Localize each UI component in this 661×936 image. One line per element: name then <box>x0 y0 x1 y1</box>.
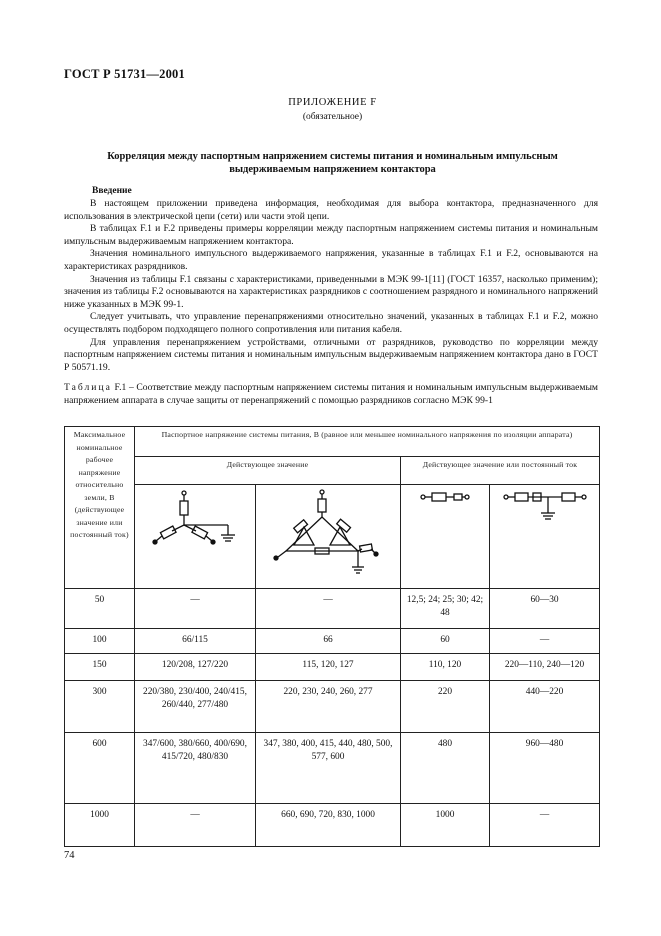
cell: 60—30 <box>490 589 600 629</box>
cell: 60 <box>401 629 490 654</box>
cell: 220—110, 240—120 <box>490 654 600 681</box>
page-number: 74 <box>64 850 75 861</box>
annex-title <box>60 150 605 176</box>
cell: 660, 690, 720, 830, 1000 <box>256 804 401 847</box>
midpoint-grounded-icon <box>503 487 587 527</box>
table-row <box>65 589 600 629</box>
cell: 100 <box>65 629 135 654</box>
cell: 1000 <box>401 804 490 847</box>
paragraph: В таблицах F.1 и F.2 приведены примеры корреляции между паспортным напряжением системы питания и номинальным импульсным выдерживаемым напряжением контактора. <box>64 223 598 247</box>
intro-body <box>64 198 598 374</box>
cell: 480 <box>401 733 490 804</box>
paragraph: Следует учитывать, что управление перенапряжениями относительно значений, указанных в таблицах F.1 и F.2, можно осуществлять подбором подходящего полного сопротивления или питания кабеля. <box>64 311 598 335</box>
paragraph: Значения номинального импульсного выдерживаемого напряжения, указанные в таблицах F.1 и F.2, основываются на характеристиках разрядников. <box>64 248 598 272</box>
midpoint-earthed-diagram <box>490 485 600 589</box>
cell: 600 <box>65 733 135 804</box>
cell: 960—480 <box>490 733 600 804</box>
table-row <box>65 733 600 804</box>
subheader-rms: Действующее значение <box>135 457 401 485</box>
document-code: ГОСТ Р 51731—2001 <box>64 67 185 81</box>
annex-title-text: Корреляция между паспортным напряжением системы питания и номинальным импульсным выдерживаемым напряжением контактора <box>107 151 558 175</box>
cell: — <box>490 804 600 847</box>
table-diagram-row <box>65 485 600 589</box>
table-row <box>65 804 600 847</box>
cell: 220/380, 230/400, 240/415, 260/440, 277/480 <box>135 681 256 733</box>
col-max-voltage-header: Максимальное номинальное рабочее напряжение относительно земли, В (действующее значение или постоянный ток) <box>65 427 135 589</box>
cell: — <box>135 589 256 629</box>
three-phase-delta-diagram <box>256 485 401 589</box>
cell: 50 <box>65 589 135 629</box>
table-row <box>65 654 600 681</box>
cell: 66/115 <box>135 629 256 654</box>
delta-grounded-icon <box>264 487 392 577</box>
paragraph: Для управления перенапряжением устройствами, отличными от разрядников, руководство по корреляции между паспортным напряжением системы питания и номинальным импульсным выдерживаемым напряжением контактора дано в ГОСТ Р 50571.19. <box>64 336 598 373</box>
annex-label: ПРИЛОЖЕНИЕ F <box>288 97 377 108</box>
col-group-header: Паспортное напряжение системы питания, В (равное или меньшее номинального напряжения по изоляции аппарата) <box>135 427 600 457</box>
cell: 1000 <box>65 804 135 847</box>
paragraph: В настоящем приложении приведена информация, необходимая для выбора контактора, предназначенного для использования в электрической цепи (сети) или части этой цепи. <box>64 198 598 222</box>
single-phase-line-icon <box>420 487 470 507</box>
table-header-row <box>65 427 600 457</box>
cell: 115, 120, 127 <box>256 654 401 681</box>
subheader-rms-dc: Действующее значение или постоянный ток <box>401 457 600 485</box>
cell: 12,5; 24; 25; 30; 42; 48 <box>401 589 490 629</box>
cell: 220, 230, 240, 260, 277 <box>256 681 401 733</box>
cell: 66 <box>256 629 401 654</box>
paragraph: Значения из таблицы F.1 связаны с характеристиками, приведенными в МЭК 99-1[11] (ГОСТ 16357, насколько применим); значения из таблицы F.2 основываются на характеристиках разрядников с соотношением разрядного и номинального напряжений ниже указанных в МЭК 99-1. <box>64 273 598 310</box>
cell: 347, 380, 400, 415, 440, 480, 500, 577, 600 <box>256 733 401 804</box>
single-phase-diagram <box>401 485 490 589</box>
table-subheader-row <box>65 457 600 485</box>
cell: — <box>256 589 401 629</box>
three-phase-star-diagram <box>135 485 256 589</box>
cell: 347/600, 380/660, 400/690, 415/720, 480/830 <box>135 733 256 804</box>
table-caption <box>64 382 598 407</box>
star-grounded-neutral-icon <box>150 487 240 557</box>
annex-status: (обязательное) <box>302 112 363 122</box>
cell: 220 <box>401 681 490 733</box>
intro-heading: Введение <box>92 186 132 196</box>
cell: — <box>490 629 600 654</box>
table-row <box>65 681 600 733</box>
cell: 300 <box>65 681 135 733</box>
cell: — <box>135 804 256 847</box>
table-row <box>65 629 600 654</box>
cell: 120/208, 127/220 <box>135 654 256 681</box>
cell: 440—220 <box>490 681 600 733</box>
table-caption-label: Таблица <box>64 382 112 393</box>
table-caption-text: F.1 – Соответствие между паспортным напряжением системы питания и номинальным импульсным выдерживаемым напряжением аппарата в случае защиты от перенапряжений с помощью разрядников согласно МЭК 99-1 <box>64 382 598 406</box>
cell: 110, 120 <box>401 654 490 681</box>
cell: 150 <box>65 654 135 681</box>
voltage-table <box>64 426 600 847</box>
